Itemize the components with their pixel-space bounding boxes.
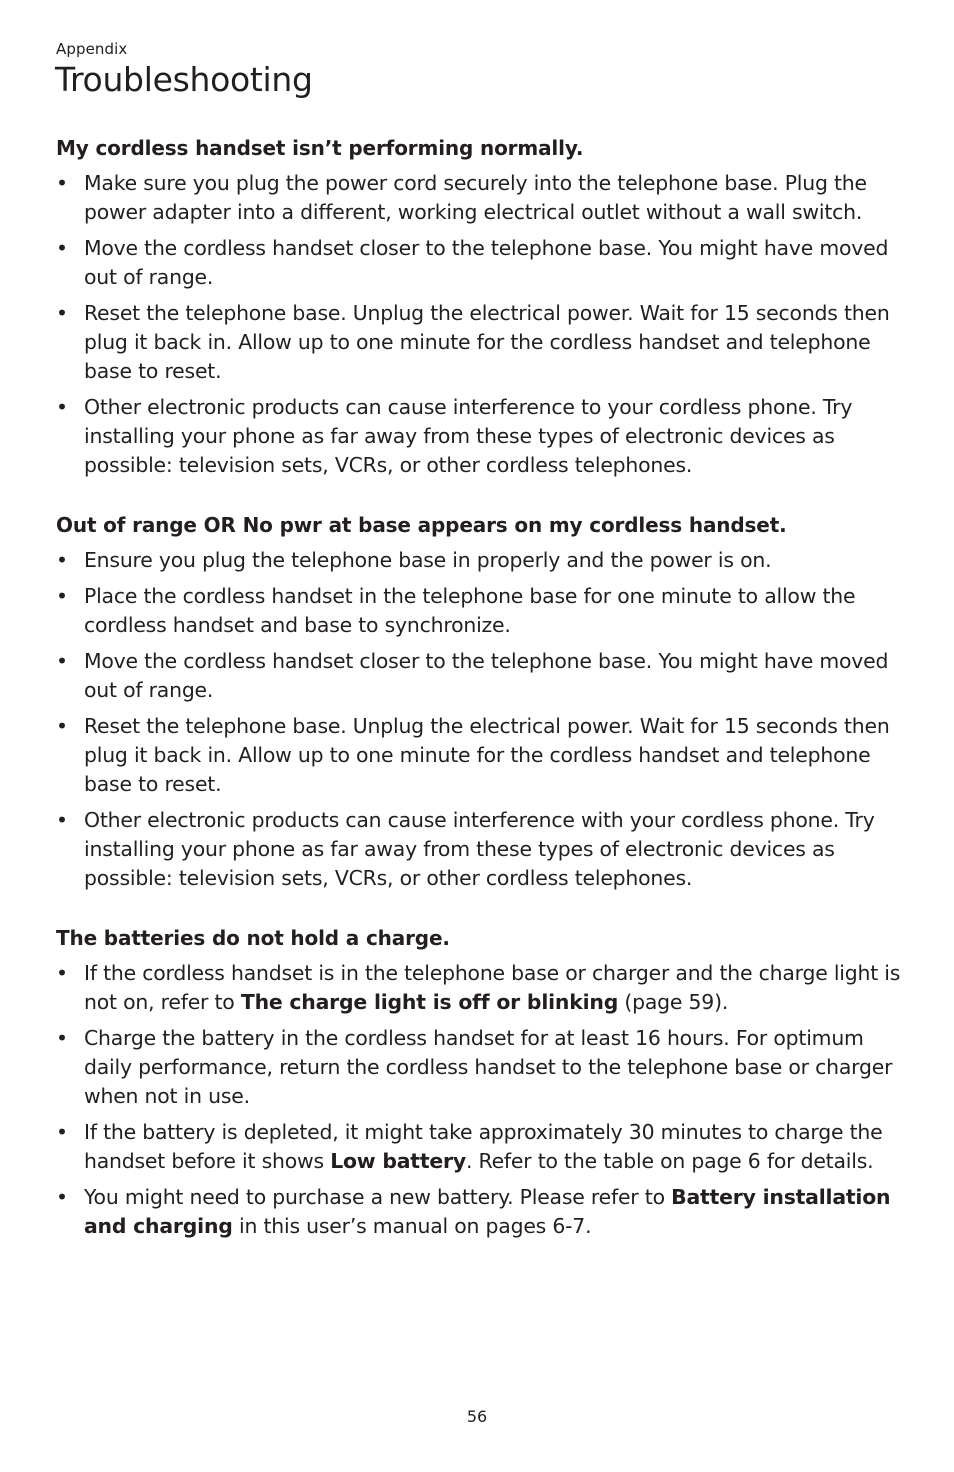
tip-text: If the battery is depleted, it might take approximately 30 minutes to charge the handset before it shows: [84, 1120, 883, 1173]
issue-section: [56, 924, 906, 1241]
bullet-icon: •: [56, 1026, 68, 1050]
issue-heading: My cordless handset isn’t performing normally.: [56, 136, 584, 160]
tip-item: [56, 234, 906, 292]
tip-list: [56, 546, 906, 893]
bullet-icon: •: [56, 171, 68, 195]
tip-item: [56, 299, 906, 386]
tip-text: Other electronic products can cause interference to your cordless phone. Try installing your phone as far away from these types of electronic devices as possible: television sets, VCRs, or other cordless telephones.: [84, 395, 853, 477]
bullet-icon: •: [56, 808, 68, 832]
issue-heading: Out of range OR No pwr at base appears on my cordless handset.: [56, 513, 787, 537]
tip-text: You might need to purchase a new battery. Please refer to: [84, 1185, 672, 1209]
bullet-icon: •: [56, 1120, 68, 1144]
bullet-icon: •: [56, 395, 68, 419]
tip-item: [56, 806, 906, 893]
bullet-icon: •: [56, 548, 68, 572]
tip-text: Make sure you plug the power cord securely into the telephone base. Plug the power adapter into a different, working electrical outlet without a wall switch.: [84, 171, 867, 224]
tip-text: Reset the telephone base. Unplug the electrical power. Wait for 15 seconds then plug it back in. Allow up to one minute for the cordless handset and telephone base to reset.: [84, 714, 890, 796]
page-number: 56: [466, 1407, 488, 1426]
tip-bold-text: The charge light is off or blinking: [240, 990, 619, 1014]
tip-item: [56, 1024, 906, 1111]
tip-text: . Refer to the table on page 6 for details.: [465, 1149, 874, 1173]
tip-item: [56, 959, 906, 1017]
bullet-icon: •: [56, 1185, 68, 1209]
bullet-icon: •: [56, 584, 68, 608]
tip-item: [56, 546, 906, 575]
tip-text: Ensure you plug the telephone base in properly and the power is on.: [84, 548, 772, 572]
tip-text: Reset the telephone base. Unplug the electrical power. Wait for 15 seconds then plug it back in. Allow up to one minute for the cordless handset and telephone base to reset.: [84, 301, 890, 383]
tip-item: [56, 169, 906, 227]
tip-text: in this user’s manual on pages 6-7.: [232, 1214, 592, 1238]
bullet-icon: •: [56, 301, 68, 325]
tip-text: (page 59).: [618, 990, 729, 1014]
page-title: Troubleshooting: [55, 60, 313, 99]
tip-text: If the cordless handset is in the telephone base or charger and the charge light is not on, refer to: [84, 961, 901, 1014]
tip-item: [56, 647, 906, 705]
tip-item: [56, 1183, 906, 1241]
tip-item: [56, 712, 906, 799]
tip-list: [56, 959, 906, 1241]
tip-text: Place the cordless handset in the telephone base for one minute to allow the cordless handset and base to synchronize.: [84, 584, 856, 637]
section-label: Appendix: [56, 40, 128, 58]
tip-text: Charge the battery in the cordless handset for at least 16 hours. For optimum daily performance, return the cordless handset to the telephone base or charger when not in use.: [84, 1026, 893, 1108]
issue-section: [56, 511, 906, 893]
bullet-icon: •: [56, 961, 68, 985]
tip-item: [56, 582, 906, 640]
issue-section: [56, 134, 906, 480]
tip-list: [56, 169, 906, 480]
tip-item: [56, 393, 906, 480]
tip-item: [56, 1118, 906, 1176]
tip-text: Other electronic products can cause interference with your cordless phone. Try installing your phone as far away from these types of electronic devices as possible: television sets, VCRs, or other cordless telephones.: [84, 808, 875, 890]
bullet-icon: •: [56, 714, 68, 738]
tip-bold-text: Battery installation and charging: [84, 1185, 891, 1238]
tip-text: Move the cordless handset closer to the telephone base. You might have moved out of range.: [84, 236, 889, 289]
tip-bold-text: Low battery: [330, 1149, 466, 1173]
issue-heading: The batteries do not hold a charge.: [56, 926, 450, 950]
bullet-icon: •: [56, 236, 68, 260]
troubleshooting-content: [56, 134, 906, 1272]
bullet-icon: •: [56, 649, 68, 673]
tip-text: Move the cordless handset closer to the telephone base. You might have moved out of range.: [84, 649, 889, 702]
